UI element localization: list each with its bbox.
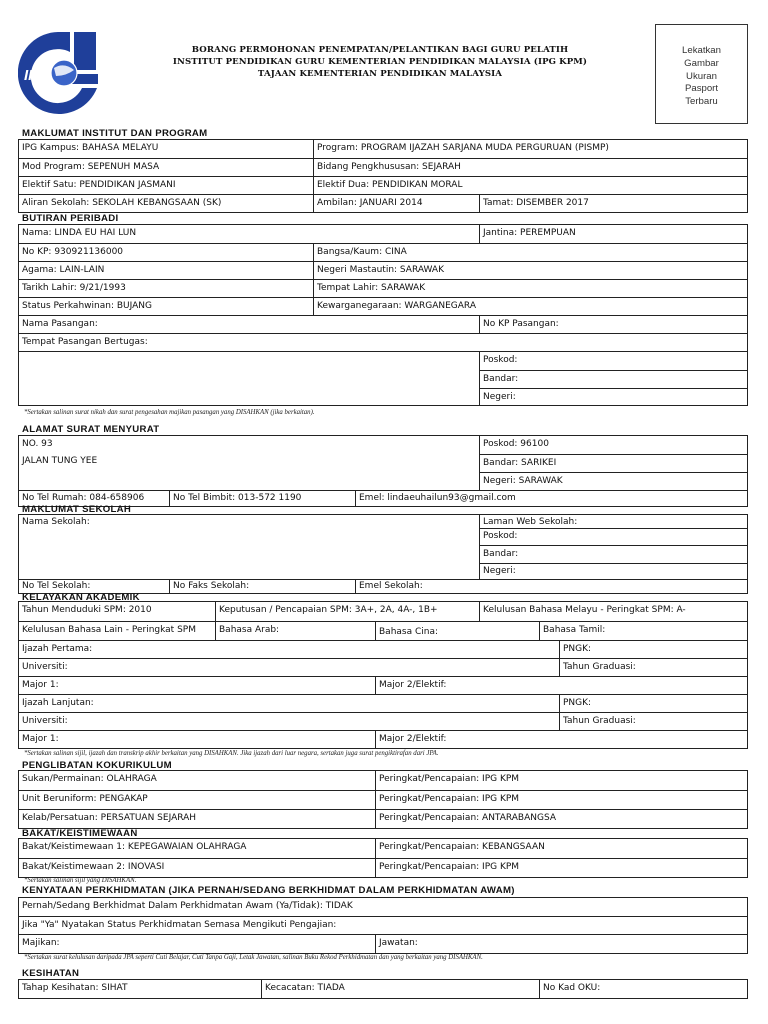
institut-table xyxy=(18,139,748,213)
field-tahun-graduasi-2[interactable]: Tahun Graduasi: xyxy=(559,713,747,730)
section-heading-institut: MAKLUMAT INSTITUT DAN PROGRAM xyxy=(22,128,208,139)
field-bakat-1-peringkat[interactable]: Peringkat/Pencapaian: KEBANGSAAN xyxy=(375,839,747,858)
field-faks-sekolah[interactable]: No Faks Sekolah: xyxy=(169,580,355,593)
field-bm-spm[interactable]: Kelulusan Bahasa Melayu - Peringkat SPM: A- xyxy=(479,602,747,621)
field-program[interactable]: Program: PROGRAM IJAZAH SARJANA MUDA PERGURUAN (PISMP) xyxy=(313,140,747,158)
field-universiti-1[interactable]: Universiti: xyxy=(22,662,68,672)
title-line-3: TAJAAN KEMENTERIAN PENDIDIKAN MALAYSIA xyxy=(257,69,503,79)
field-sukan[interactable]: Sukan/Permainan: OLAHRAGA xyxy=(22,774,157,784)
field-jawatan[interactable]: Jawatan: xyxy=(375,935,747,953)
photo-label-line: Terbaru xyxy=(685,96,718,108)
photo-label-line: Pasport xyxy=(684,83,719,95)
field-no-kp-pasangan[interactable]: No KP Pasangan: xyxy=(479,316,747,333)
field-mod-program[interactable]: Mod Program: SEPENUH MASA xyxy=(22,162,160,172)
photo-label-line: Gambar xyxy=(684,57,719,69)
note-bakat: *Sertakan salinan sijil yang DISAHKAN. xyxy=(24,877,137,884)
section-heading-kokurikulum: PENGLIBATAN KOKURIKULUM xyxy=(22,760,172,771)
field-status-perkhidmatan[interactable]: Jika "Ya" Nyatakan Status Perkhidmatan Semasa Mengikuti Pengajian: xyxy=(22,920,337,930)
title-line-2: INSTITUT PENDIDIKAN GURU KEMENTERIAN PENDIDIKAN MALAYSIA (IPG KPM) xyxy=(172,57,588,67)
field-bandar[interactable]: Bandar: SARIKEI xyxy=(479,454,747,472)
field-nama-pasangan[interactable]: Nama Pasangan: xyxy=(22,319,98,329)
field-no-kp[interactable]: No KP: 930921136000 xyxy=(22,247,124,257)
field-poskod-pasangan[interactable]: Poskod: xyxy=(479,352,747,370)
field-nama[interactable]: Nama: LINDA EU HAI LUN xyxy=(22,228,137,238)
field-bahasa-cina[interactable]: Bahasa Cina: xyxy=(375,622,539,640)
section-heading-bakat: BAKAT/KEISTIMEWAAN xyxy=(22,828,138,839)
section-heading-peribadi: BUTIRAN PERIBADI xyxy=(22,213,119,224)
note-perkhidmatan: *Sertakan surat kelulusan daripada JPA seperti Cuti Belajar, Cuti Tanpa Gaji, Letak Jawatan, salinan Buku Rekod Perkhidmatan dan yang berkaitan yang DISAHKAN. xyxy=(24,954,483,961)
section-heading-alamat: ALAMAT SURAT MENYURAT xyxy=(22,424,160,435)
field-bahasa-arab[interactable]: Bahasa Arab: xyxy=(215,622,375,640)
field-tarikh-lahir[interactable]: Tarikh Lahir: 9/21/1993 xyxy=(22,283,126,293)
field-kecacatan[interactable]: Kecacatan: TIADA xyxy=(261,980,539,998)
field-aliran-sekolah[interactable]: Aliran Sekolah: SEKOLAH KEBANGSAAN (SK) xyxy=(22,198,222,208)
field-tahun-graduasi-1[interactable]: Tahun Graduasi: xyxy=(559,659,747,676)
field-pernah-berkhidmat[interactable]: Pernah/Sedang Berkhidmat Dalam Perkhidmatan Awam (Ya/Tidak): TIDAK xyxy=(22,901,353,911)
field-poskod[interactable]: Poskod: 96100 xyxy=(479,436,747,454)
field-negeri-sekolah[interactable]: Negeri: xyxy=(479,563,747,579)
field-unit-peringkat[interactable]: Peringkat/Pencapaian: IPG KPM xyxy=(375,791,747,809)
photo-label-line: Lekatkan xyxy=(682,45,721,56)
field-ambilan[interactable]: Ambilan: JANUARI 2014 xyxy=(313,195,479,212)
note-akademik: *Sertakan salinan sijil, ijazah dan transkrip akhir berkaitan yang DISAHKAN. Jika ijazah dari luar negara, sertakan juga surat pengiktirafan dari JPA. xyxy=(24,750,439,757)
field-bakat-2[interactable]: Bakat/Keistimewaan 2: INOVASI xyxy=(22,862,165,872)
section-heading-sekolah: MAKLUMAT SEKOLAH xyxy=(22,504,132,515)
section-heading-kesihatan: KESIHATAN xyxy=(22,968,80,979)
field-universiti-2[interactable]: Universiti: xyxy=(22,716,68,726)
field-alamat[interactable] xyxy=(19,436,479,490)
field-tel-bimbit[interactable]: No Tel Bimbit: 013-572 1190 xyxy=(169,491,355,506)
field-tempat-lahir[interactable]: Tempat Lahir: SARAWAK xyxy=(313,280,747,297)
bakat-table xyxy=(18,838,748,878)
field-majikan[interactable]: Majikan: xyxy=(22,938,60,948)
form-title xyxy=(150,44,610,80)
passport-photo-box xyxy=(655,24,748,124)
akademik-table xyxy=(18,601,748,749)
field-kelab[interactable]: Kelab/Persatuan: PERSATUAN SEJARAH xyxy=(22,813,197,823)
photo-label-line: Ukuran xyxy=(686,70,717,82)
field-negeri-pasangan[interactable]: Negeri: xyxy=(479,388,747,406)
label-bahasa-lain: Kelulusan Bahasa Lain - Peringkat SPM xyxy=(22,625,196,635)
field-ijazah-pertama[interactable]: Ijazah Pertama: xyxy=(22,644,93,654)
field-bandar-sekolah[interactable]: Bandar: xyxy=(479,545,747,563)
field-nama-sekolah[interactable]: Nama Sekolah: xyxy=(22,517,90,527)
field-status-perkahwinan[interactable]: Status Perkahwinan: BUJANG xyxy=(22,301,152,311)
title-line-1: BORANG PERMOHONAN PENEMPATAN/PELANTIKAN BAGI GURU PELATIH xyxy=(191,45,569,55)
field-bandar-pasangan[interactable]: Bandar: xyxy=(479,370,747,388)
field-emel[interactable]: Emel: lindaeuhailun93@gmail.com xyxy=(355,491,747,506)
field-pngk-2[interactable]: PNGK: xyxy=(559,695,747,712)
field-bakat-1[interactable]: Bakat/Keistimewaan 1: KEPEGAWAIAN OLAHRAGA xyxy=(22,842,247,852)
field-laman-web[interactable]: Laman Web Sekolah: xyxy=(479,515,747,528)
field-unit-beruniform[interactable]: Unit Beruniform: PENGAKAP xyxy=(22,794,148,804)
field-jantina[interactable]: Jantina: PEREMPUAN xyxy=(479,225,747,243)
alamat-line-2: JALAN TUNG YEE xyxy=(22,456,98,466)
perkhidmatan-table xyxy=(18,897,748,954)
section-heading-akademik: KELAYAKAN AKADEMIK xyxy=(22,592,140,603)
field-major-1-lanjutan[interactable]: Major 1: xyxy=(22,734,59,744)
field-tel-rumah[interactable]: No Tel Rumah: 084-658906 xyxy=(22,493,145,503)
field-kewarganegaraan[interactable]: Kewarganegaraan: WARGANEGARA xyxy=(313,298,747,315)
field-alamat-pasangan[interactable] xyxy=(19,352,479,405)
note-peribadi: *Sertakan salinan surat nikah dan surat pengesahan majikan pasangan yang DISAHKAN (jika berkaitan). xyxy=(24,409,315,416)
field-tahun-spm[interactable]: Tahun Menduduki SPM: 2010 xyxy=(22,605,152,615)
field-tahap-kesihatan[interactable]: Tahap Kesihatan: SIHAT xyxy=(22,983,128,993)
kokurikulum-table xyxy=(18,770,748,829)
field-bakat-2-peringkat[interactable]: Peringkat/Pencapaian: IPG KPM xyxy=(375,859,747,877)
field-major-1[interactable]: Major 1: xyxy=(22,680,59,690)
field-tamat[interactable]: Tamat: DISEMBER 2017 xyxy=(479,195,747,212)
field-elektif-dua[interactable]: Elektif Dua: PENDIDIKAN MORAL xyxy=(313,177,747,194)
field-elektif-satu[interactable]: Elektif Satu: PENDIDIKAN JASMANI xyxy=(22,180,176,190)
field-no-kad-oku[interactable]: No Kad OKU: xyxy=(539,980,747,998)
field-kelab-peringkat[interactable]: Peringkat/Pencapaian: ANTARABANGSA xyxy=(375,810,747,828)
alamat-table xyxy=(18,435,748,507)
field-poskod-sekolah[interactable]: Poskod: xyxy=(479,528,747,545)
field-pngk-1[interactable]: PNGK: xyxy=(559,641,747,658)
ipg-logo xyxy=(18,30,98,116)
field-major-2-lanjutan[interactable]: Major 2/Elektif: xyxy=(375,731,747,748)
field-ijazah-lanjutan[interactable]: Ijazah Lanjutan: xyxy=(22,698,94,708)
field-agama[interactable]: Agama: LAIN-LAIN xyxy=(22,265,105,275)
field-bahasa-tamil[interactable]: Bahasa Tamil: xyxy=(539,622,747,640)
field-bangsa[interactable]: Bangsa/Kaum: CINA xyxy=(313,244,747,261)
alamat-line-1: NO. 93 xyxy=(22,439,53,449)
field-negeri[interactable]: Negeri: SARAWAK xyxy=(479,472,747,490)
field-sukan-peringkat[interactable]: Peringkat/Pencapaian: IPG KPM xyxy=(375,771,747,790)
peribadi-table xyxy=(18,224,748,406)
sekolah-table xyxy=(18,514,748,594)
field-major-2[interactable]: Major 2/Elektif: xyxy=(375,677,747,694)
field-tempat-pasangan[interactable]: Tempat Pasangan Bertugas: xyxy=(22,337,148,347)
field-bidang[interactable]: Bidang Pengkhususan: SEJARAH xyxy=(313,159,747,176)
logo-text: IPG xyxy=(24,67,50,84)
field-ipg-kampus[interactable]: IPG Kampus: BAHASA MELAYU xyxy=(22,143,159,153)
field-negeri-mastautin[interactable]: Negeri Mastautin: SARAWAK xyxy=(313,262,747,279)
field-keputusan-spm[interactable]: Keputusan / Pencapaian SPM: 3A+, 2A, 4A-, 1B+ xyxy=(215,602,479,621)
field-tel-sekolah[interactable]: No Tel Sekolah: xyxy=(22,581,91,591)
section-heading-perkhidmatan: KENYATAAN PERKHIDMATAN (JIKA PERNAH/SEDANG BERKHIDMAT DALAM PERKHIDMATAN AWAM) xyxy=(22,885,515,896)
field-emel-sekolah[interactable]: Emel Sekolah: xyxy=(355,580,747,593)
kesihatan-table xyxy=(18,979,748,999)
